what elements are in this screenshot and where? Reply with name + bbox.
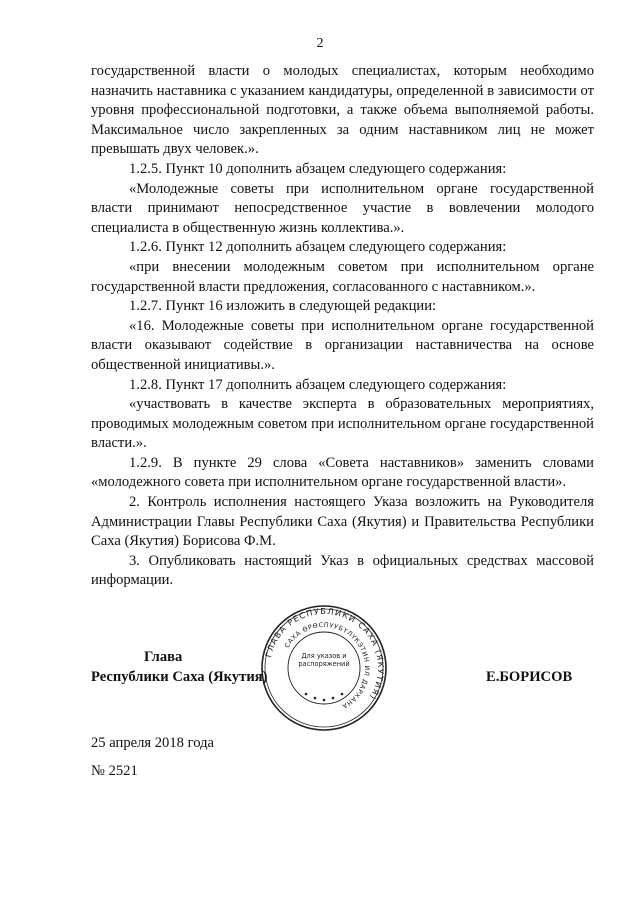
seal-stars (305, 693, 344, 702)
signatory-title-line2: Республики Саха (Якутия) (91, 669, 268, 685)
page-number: 2 (316, 36, 324, 51)
paragraph: 1.2.5. Пункт 10 дополнить абзацем следующего содержания: (129, 160, 507, 177)
seal-outer-text: ГЛАВА РЕСПУБЛИКИ САХА (ЯКУТИЯ) (263, 605, 387, 703)
paragraph: 1.2.9. В пункте 29 слова «Совета наставников» заменить словами «молодежного совета при исполнительном органе государственной власти». (91, 454, 594, 491)
document-date: 25 апреля 2018 года (91, 735, 214, 751)
paragraph: «участвовать в качестве эксперта в образовательных мероприятиях, проводимых молодежным советом при исполнительном органе государственной власти.». (91, 396, 594, 452)
paragraph: государственной власти о молодых специалистах, которым необходимо назначить наставника с указанием кандидатуры, определенной в зависимости от уровня профессиональной подготовки, а также объема выполняемой работы. Максимальное число закрепленных за одним наставником лиц не может превышать двух человек.». (91, 63, 594, 158)
signatory-name: Е.БОРИСОВ (486, 669, 573, 685)
document-body (91, 62, 594, 591)
seal-inner-text: САХА ӨРӨСПУУБҮЛҮКЭТИН ИЛ ДАРХАНА (282, 620, 372, 711)
paragraph: 3. Опубликовать настоящий Указ в официальных средствах массовой информации. (91, 552, 594, 589)
document-number: № 2521 (91, 763, 138, 779)
paragraph: 1.2.6. Пункт 12 дополнить абзацем следующего содержания: (129, 239, 507, 256)
paragraph: 1.2.7. Пункт 16 изложить в следующей редакции: (129, 298, 437, 315)
seal-center-text: Для указов и распоряжений (298, 652, 350, 668)
paragraph: «Молодежные советы при исполнительном органе государственной власти принимают непосредственное участие в вовлечении молодого специалиста в общественную жизнь коллектива.». (91, 180, 594, 236)
paragraph: «16. Молодежные советы при исполнительном органе государственной власти оказывают содействие в организации наставничества на основе общественной инициативы.». (91, 317, 594, 373)
signatory-title-line1: Глава (144, 649, 183, 665)
paragraph: «при внесении молодежным советом при исполнительном органе государственной власти предложения, согласованного с наставником.». (91, 258, 594, 295)
paragraph: 2. Контроль исполнения настоящего Указа возложить на Руководителя Администрации Главы Республики Саха (Якутия) и Правительства Республики Саха (Якутия) Борисова Ф.М. (91, 494, 594, 550)
official-seal (260, 604, 388, 732)
paragraph: 1.2.8. Пункт 17 дополнить абзацем следующего содержания: (129, 376, 507, 393)
